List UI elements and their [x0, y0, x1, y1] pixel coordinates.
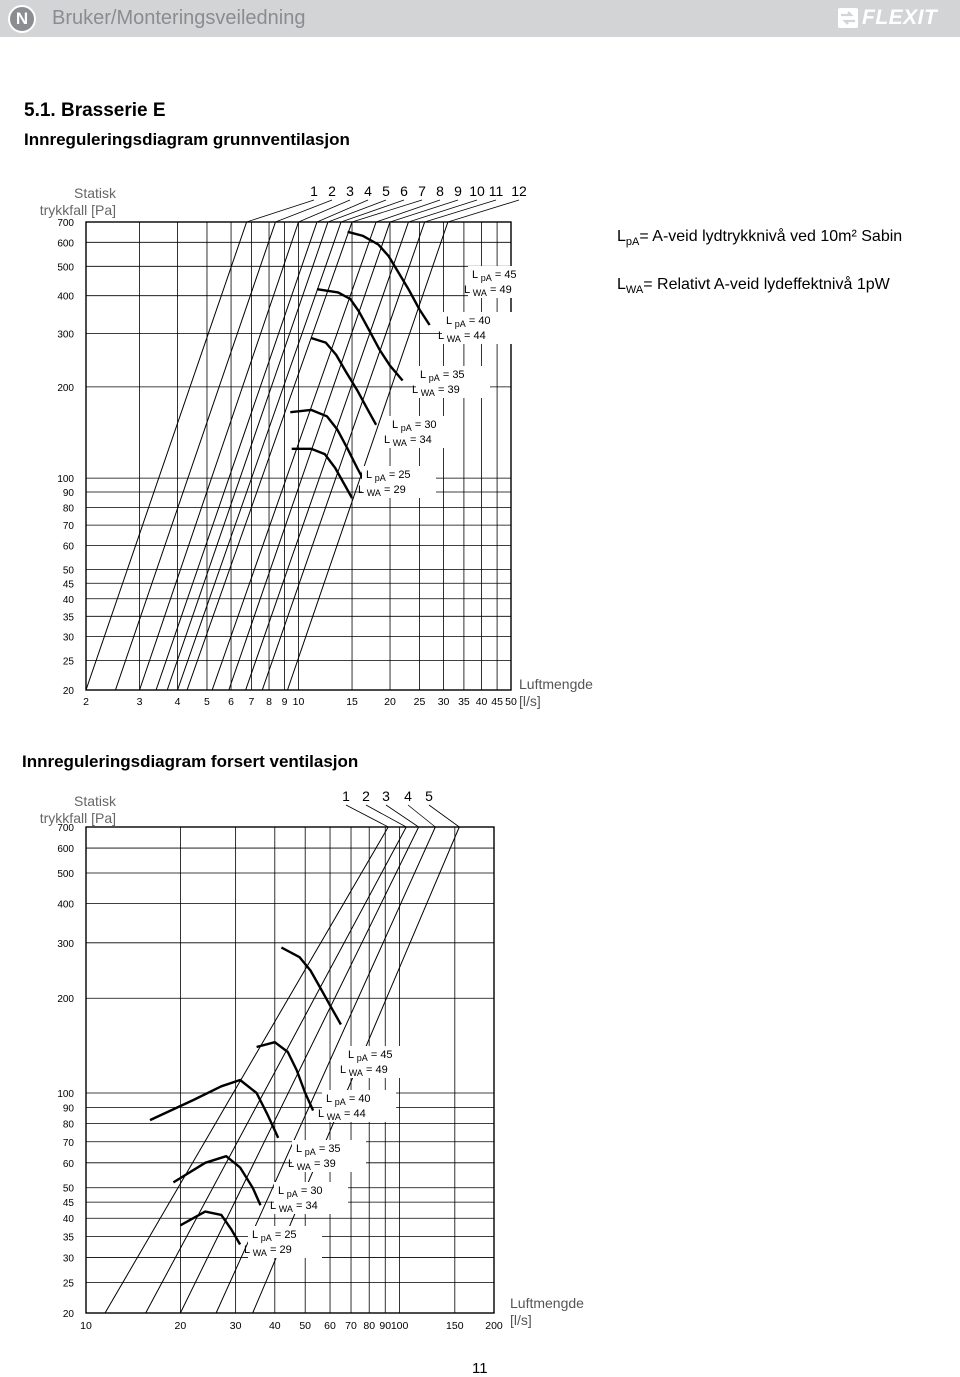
brand-name: FLEXIT	[862, 6, 938, 29]
chart1-sound-label-lpa: L $_{pA}$ = 25	[366, 469, 411, 483]
chart2-ytick-label: 80	[62, 1119, 74, 1131]
chart2-ytick-label: 70	[62, 1137, 74, 1149]
chart1-sound-label-lwa: L $_{WA}$ = 49	[464, 284, 512, 298]
chart2-ytick-label: 35	[62, 1232, 74, 1244]
chart2-ytick-label: 200	[57, 994, 74, 1006]
chart1-ytick-label: 100	[57, 474, 74, 486]
legend-lpa-sub: pA	[625, 236, 640, 249]
chart1-damper-line	[229, 222, 390, 690]
language-badge: N	[8, 5, 36, 33]
chart1-ytick-label: 600	[57, 238, 74, 250]
chart1-ytick-label: 400	[57, 291, 74, 303]
chart1-damper-label: 1	[310, 183, 318, 199]
document-title: Bruker/Monteringsveiledning	[52, 7, 306, 29]
page-number: 11	[472, 1360, 488, 1377]
chart2-ytick-label: 500	[57, 868, 74, 880]
chart1-damper-label: 5	[382, 183, 390, 199]
chart1-damper-label: 10	[469, 183, 485, 199]
legend-lwa-sub: WA	[625, 284, 644, 297]
chart2-damper-leader	[366, 805, 406, 827]
chart2-damper-label: 1	[342, 788, 350, 804]
chart2-xtick-label: 70	[345, 1320, 357, 1332]
chart2-sound-label-lpa: L $_{pA}$ = 45	[348, 1049, 393, 1063]
chart2-ytick-label: 25	[62, 1278, 74, 1290]
chart2-ytick-label: 90	[62, 1103, 74, 1115]
chart1-damper-line	[140, 222, 299, 690]
chart1-sound-curve	[290, 410, 365, 484]
chart1-ytick-label: 35	[62, 612, 74, 624]
chart1-ytick-label: 50	[62, 565, 74, 577]
chart1-damper-label: 6	[400, 183, 408, 199]
chart2-ytick-label: 300	[57, 938, 74, 950]
chart2-xtick-label: 10	[80, 1320, 92, 1332]
chart2-sound-label-lwa: L $_{WA}$ = 29	[244, 1244, 292, 1258]
chart2-title: Innreguleringsdiagram forsert ventilasjon	[22, 752, 359, 771]
chart1-xtick-label: 40	[475, 696, 488, 708]
section-title: 5.1. Brasserie E	[24, 100, 166, 121]
chart1-xtick-label: 30	[437, 696, 450, 708]
chart2-damper-label: 3	[382, 788, 390, 804]
chart1-ytick-label: 25	[62, 656, 74, 668]
chart1-title: Innreguleringsdiagram grunnventilasjon	[24, 130, 350, 149]
chart1-xtick-label: 15	[346, 696, 358, 708]
chart1-sound-label-lpa: L $_{pA}$ = 45	[472, 269, 517, 283]
chart1-damper-leader	[352, 200, 422, 222]
chart1-sound-label-lwa: L $_{WA}$ = 44	[438, 330, 486, 344]
chart1-ytick-label: 60	[62, 541, 74, 553]
chart1-ytick-label: 200	[57, 382, 74, 394]
chart1-damper-line	[262, 222, 424, 690]
chart1-damper-label: 11	[488, 183, 504, 199]
chart1-xtick-label: 9	[281, 696, 288, 708]
chart1-ytick-label: 45	[62, 579, 74, 591]
chart2-ytick-label: 45	[62, 1198, 74, 1210]
chart2-xtick-label: 90	[379, 1320, 392, 1332]
chart2-sound-label-lpa: L $_{pA}$ = 35	[296, 1143, 341, 1157]
chart1-ytick-label: 90	[62, 488, 74, 500]
chart1-ytick-label: 70	[62, 521, 74, 533]
chart2-xtick-label: 200	[485, 1320, 503, 1332]
chart2-xlabel-text: Luftmengde [l/s]	[510, 1295, 584, 1328]
chart1-xlabel-text: Luftmengde [l/s]	[519, 676, 593, 709]
chart2-damper-label: 4	[404, 788, 412, 804]
chart2-sound-curve	[150, 1080, 278, 1138]
chart1-damper-label: 2	[328, 183, 336, 199]
chart1-sound-label-lwa: L $_{WA}$ = 34	[384, 434, 432, 448]
chart2-xtick-label: 100	[390, 1320, 409, 1332]
chart2-xtick-label: 150	[446, 1320, 464, 1332]
chart2-xtick-label: 40	[268, 1320, 281, 1332]
chart2-sound-label-lwa: L $_{WA}$ = 39	[288, 1158, 336, 1172]
chart2-ytick-label: 700	[57, 823, 74, 834]
chart1-xtick-label: 35	[458, 696, 470, 708]
chart2-ytick-label: 600	[57, 844, 74, 856]
chart1-ytick-label: 80	[62, 503, 74, 515]
chart2-xtick-label: 30	[229, 1320, 242, 1332]
chart2-ytick-label: 60	[62, 1158, 74, 1170]
chart2-damper-leader	[386, 805, 419, 827]
chart2-xtick-label: 20	[174, 1320, 187, 1332]
chart1-damper-leader	[390, 200, 458, 222]
chart1-damper-leader	[448, 200, 519, 222]
chart1-ytick-label: 40	[62, 594, 74, 606]
chart1-damper-label: 4	[364, 183, 372, 199]
chart2-ytick-label: 40	[62, 1214, 74, 1226]
chart1-ytick-label: 700	[57, 218, 74, 229]
chart1-damper-leader	[328, 200, 386, 222]
chart2-sound-label-lpa: L $_{pA}$ = 25	[252, 1229, 297, 1243]
chart2-ytick-label: 20	[62, 1309, 74, 1320]
chart2-sound-label-lwa: L $_{WA}$ = 44	[318, 1108, 366, 1122]
chart1-sound-label-lpa: L $_{pA}$ = 35	[420, 369, 465, 383]
chart1-ytick-label: 500	[57, 262, 74, 274]
chart2-ytick-label: 100	[57, 1088, 74, 1100]
chart1-damper-label: 9	[454, 183, 462, 199]
chart1-xtick-label: 25	[413, 696, 426, 708]
chart1-damper-leader	[425, 200, 496, 222]
chart1-xtick-label: 45	[491, 696, 503, 708]
chart1-xtick-label: 2	[83, 696, 89, 708]
chart1-sound-label-lpa: L $_{pA}$ = 30	[392, 419, 437, 433]
chart2-damper-leader	[408, 805, 435, 827]
chart1-xtick-label: 20	[384, 696, 396, 708]
chart1-ytick-label: 20	[62, 686, 74, 697]
chart1-damper-label: 8	[436, 183, 444, 199]
chart1-damper-leader	[408, 200, 477, 222]
legend-lwa-symbol: L	[617, 276, 626, 293]
chart1-sound-label-lpa: L $_{pA}$ = 40	[446, 315, 491, 329]
chart1-damper-line	[178, 222, 342, 690]
chart1-sound-curve	[311, 338, 376, 425]
chart1-xtick-label: 8	[266, 696, 272, 708]
chart2-sound-label-lwa: L $_{WA}$ = 49	[340, 1064, 388, 1078]
chart1-xtick-label: 3	[136, 696, 143, 708]
chart1-sound-label-lwa: L $_{WA}$ = 39	[412, 384, 460, 398]
chart1-damper-label: 3	[346, 183, 354, 199]
chart1-damper-line	[86, 222, 247, 690]
chart2-ylabel-text: Statisk trykkfall [Pa]	[39, 793, 116, 826]
chart2-sound-label-lwa: L $_{WA}$ = 34	[270, 1200, 318, 1214]
chart1-xtick-label: 50	[505, 696, 517, 708]
chart2-sound-label-lpa: L $_{pA}$ = 40	[326, 1093, 371, 1107]
legend-lwa-text: = Relativt A-veid lydeffektnivå 1pW	[643, 276, 890, 293]
chart2-damper-leader	[346, 805, 388, 827]
chart2-ytick-label: 30	[62, 1253, 74, 1265]
chart1-ylabel-text: Statisk trykkfall [Pa]	[39, 185, 116, 218]
legend-lpa-symbol: L	[617, 228, 626, 245]
chart1-ytick-label: 300	[57, 329, 74, 341]
chart1-sound-label-lwa: L $_{WA}$ = 29	[358, 484, 406, 498]
chart1-xtick-label: 4	[174, 696, 181, 708]
chart1-ytick-label: 30	[62, 632, 74, 644]
chart1-xtick-label: 6	[228, 696, 234, 708]
chart2-damper-label: 2	[362, 788, 370, 804]
chart1-xtick-label: 10	[292, 696, 305, 708]
chart2-damper-label: 5	[425, 788, 433, 804]
chart2-xtick-label: 80	[363, 1320, 376, 1332]
chart1-damper-label: 12	[511, 183, 527, 199]
legend-lpa-text: = A-veid lydtrykknivå ved 10m² Sabin	[639, 228, 903, 245]
chart1-damper-label: 7	[418, 183, 426, 199]
chart2-ytick-label: 400	[57, 899, 74, 911]
chart1-damper-leader	[341, 200, 404, 222]
chart1-damper-line	[167, 222, 328, 690]
chart2-sound-curve	[180, 1212, 240, 1245]
chart1-xtick-label: 5	[204, 696, 210, 708]
chart2-xtick-label: 60	[324, 1320, 336, 1332]
chart1-xtick-label: 7	[248, 696, 255, 708]
chart1-damper-line	[287, 222, 447, 690]
chart2-damper-leader	[429, 805, 459, 827]
chart2-sound-label-lpa: L $_{pA}$ = 30	[278, 1185, 323, 1199]
chart2-xtick-label: 50	[299, 1320, 312, 1332]
chart2-ytick-label: 50	[62, 1183, 74, 1195]
